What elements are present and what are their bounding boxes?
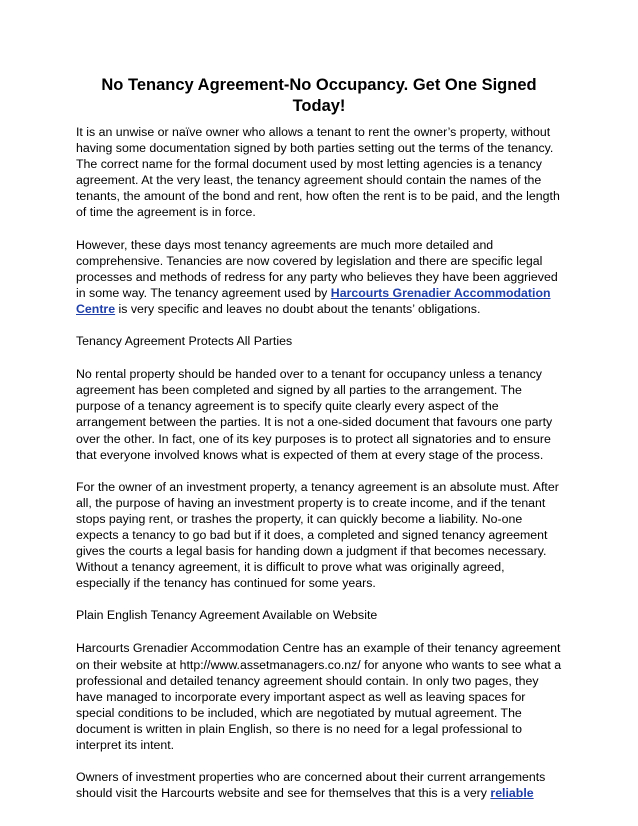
harcourts-grenadier-link[interactable]: Harcourts Grenadier Accommodation Centre <box>76 285 551 316</box>
paragraph-no-handover: No rental property should be handed over to a tenant for occupancy unless a tenancy agreement has been completed and signed by all parties to the arrangement. The purpose of a tenancy agreement is to specify quite clearly every aspect of the arrangement between the parties. It is not a one-sided document that favours one party over the other. In fact, one of its key purposes is to protect all signatories and to ensure that everyone involved knows what is expected of them at every stage of the process. <box>76 367 553 462</box>
subheading-plain-english: Plain English Tenancy Agreement Available on Website <box>76 608 378 623</box>
paragraph-modern-agreements <box>76 237 562 317</box>
subheading-protects-all-parties: Tenancy Agreement Protects All Parties <box>76 334 293 349</box>
paragraph-text: However, these days most tenancy agreements are much more detailed and comprehensive. Tenancies are now covered by legislation and there are specific legal processes and methods of redress for any party who believes they have been aggrieved in some way. The tenancy agreement used by <box>76 237 558 300</box>
reliable-link[interactable]: reliable <box>490 786 534 801</box>
paragraph-intro: It is an unwise or naïve owner who allows a tenant to rent the owner’s property, without having some documentation signed by both parties setting out the terms of the tenancy. The correct name for the formal document used by most letting agencies is a tenancy agreement. At the very least, the tenancy agreement should contain the names of the tenants, the amount of the bond and rent, how often the rent is to be paid, and the length of time the agreement is in force. <box>76 125 560 220</box>
paragraph-owner-must: For the owner of an investment property, a tenancy agreement is an absolute must. After all, the purpose of having an investment property is to create income, and if the tenant stops paying rent, or trashes the property, it can quickly become a liability. No-one expects a tenancy to go bad but if it does, a completed and signed tenancy agreement gives the courts a legal basis for handing down a judgment if that becomes necessary. Without a tenancy agreement, it is difficult to prove what was originally agreed, especially if the tenancy has continued for some years. <box>76 479 559 591</box>
document-title: No Tenancy Agreement-No Occupancy. Get One Signed Today! <box>101 76 537 115</box>
paragraph-text: is very specific and leaves no doubt about the tenants’ obligations. <box>115 301 481 316</box>
paragraph-owners-visit <box>76 769 562 801</box>
paragraph-text: Owners of investment properties who are concerned about their current arrangements should visit the Harcourts website and see for themselves that this is a very <box>76 770 546 801</box>
paragraph-website-example: Harcourts Grenadier Accommodation Centre has an example of their tenancy agreement on their website at http://www.assetmanagers.co.nz/ for anyone who wants to see what a professional and detailed tenancy agreement should contain. In only two pages, they have managed to incorporate every important aspect as well as leaving spaces for special conditions to be included, which are negotiated by mutual agreement. The document is written in plain English, so there is no need for a legal professional to interpret its intent. <box>76 641 562 752</box>
document-page <box>76 75 562 817</box>
